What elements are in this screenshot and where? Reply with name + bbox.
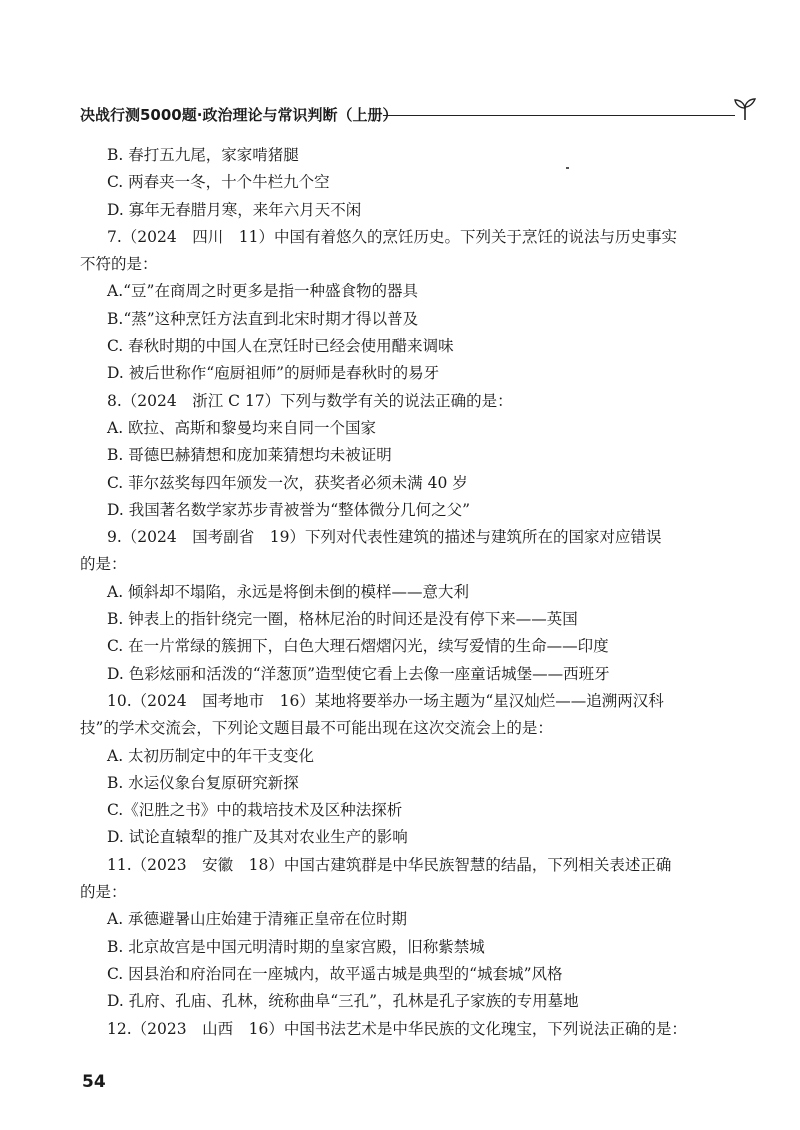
question-stem: 11.（2023 安徽 18）中国古建筑群是中华民族智慧的结晶，下列相关表述正确 (107, 855, 672, 874)
answer-option: C. 两春夹一冬，十个牛栏九个空 (107, 173, 330, 192)
answer-option: D. 寡年无春腊月寒，来年六月天不闲 (107, 200, 362, 219)
question-stem-continuation: 技”的学术交流会，下列论文题目最不可能出现在这次交流会上的是： (80, 719, 553, 738)
answer-option: C.《氾胜之书》中的栽培技术及区种法探析 (107, 801, 403, 820)
answer-option: B. 钟表上的指针绕完一圈，格林尼治的时间还是没有停下来——英国 (107, 610, 578, 629)
question-body (80, 142, 687, 1043)
answer-option: C. 在一片常绿的簇拥下，白色大理石熠熠闪光，续写爱情的生命——印度 (107, 637, 609, 656)
answer-option: A. 承德避暑山庄始建于清雍正皇帝在位时期 (107, 910, 408, 929)
question-stem: 10.（2024 国考地市 16）某地将要举办一场主题为“星汉灿烂——追溯两汉科 (107, 691, 664, 710)
answer-option: C. 春秋时期的中国人在烹饪时已经会使用醋来调味 (107, 337, 454, 356)
answer-option: B.“蒸”这种烹饪方法直到北宋时期才得以普及 (107, 309, 419, 328)
answer-option: B. 水运仪象台复原研究新探 (107, 773, 299, 792)
answer-option: A. 太初历制定中的年干支变化 (107, 746, 315, 765)
sprout-icon (730, 98, 760, 122)
answer-option: A. 倾斜却不塌陷，永远是将倒未倒的模样——意大利 (107, 582, 470, 601)
answer-option: B. 春打五九尾，家家啃猪腿 (107, 146, 299, 164)
running-header (80, 98, 680, 134)
answer-option: D. 我国著名数学家苏步青被誉为“整体微分几何之父” (107, 500, 471, 519)
question-stem-continuation: 的是： (80, 555, 127, 574)
answer-option: D. 色彩炫丽和活泼的“洋葱顶”造型使它看上去像一座童话城堡——西班牙 (107, 664, 610, 683)
page-number: 54 (82, 1072, 106, 1092)
header-title: 决战行测5000题·政治理论与常识判断（上册） (80, 106, 398, 124)
answer-option: C. 菲尔兹奖每四年颁发一次，获奖者必须未满 40 岁 (107, 473, 468, 492)
question-stem-continuation: 的是： (80, 883, 127, 902)
answer-option: B. 北京故宫是中国元明清时期的皇家宫殿，旧称紫禁城 (107, 937, 485, 956)
answer-option: B. 哥德巴赫猜想和庞加莱猜想均未被证明 (107, 446, 392, 465)
answer-option: A.“豆”在商周之时更多是指一种盛食物的器具 (107, 282, 418, 301)
question-stem-continuation: 不符的是： (80, 255, 158, 274)
answer-option: D. 被后世称作“庖厨祖师”的厨师是春秋时的易牙 (107, 364, 440, 383)
answer-option: D. 孔府、孔庙、孔林，统称曲阜“三孔”，孔林是孔子家族的专用墓地 (107, 992, 579, 1011)
answer-option: C. 因县治和府治同在一座城内，故平遥古城是典型的“城套城”风格 (107, 964, 563, 983)
answer-option: D. 试论直辕犁的推广及其对农业生产的影响 (107, 828, 408, 847)
question-stem: 12.（2023 山西 16）中国书法艺术是中华民族的文化瑰宝，下列说法正确的是： (107, 1019, 687, 1038)
question-stem: 7.（2024 四川 11）中国有着悠久的烹饪历史。下列关于烹饪的说法与历史事实 (107, 227, 677, 246)
header-rule (383, 115, 735, 116)
answer-option: A. 欧拉、高斯和黎曼均来自同一个国家 (107, 418, 377, 437)
question-stem: 8.（2024 浙江 C 17）下列与数学有关的说法正确的是： (107, 391, 513, 410)
question-stem: 9.（2024 国考副省 19）下列对代表性建筑的描述与建筑所在的国家对应错误 (107, 528, 662, 547)
